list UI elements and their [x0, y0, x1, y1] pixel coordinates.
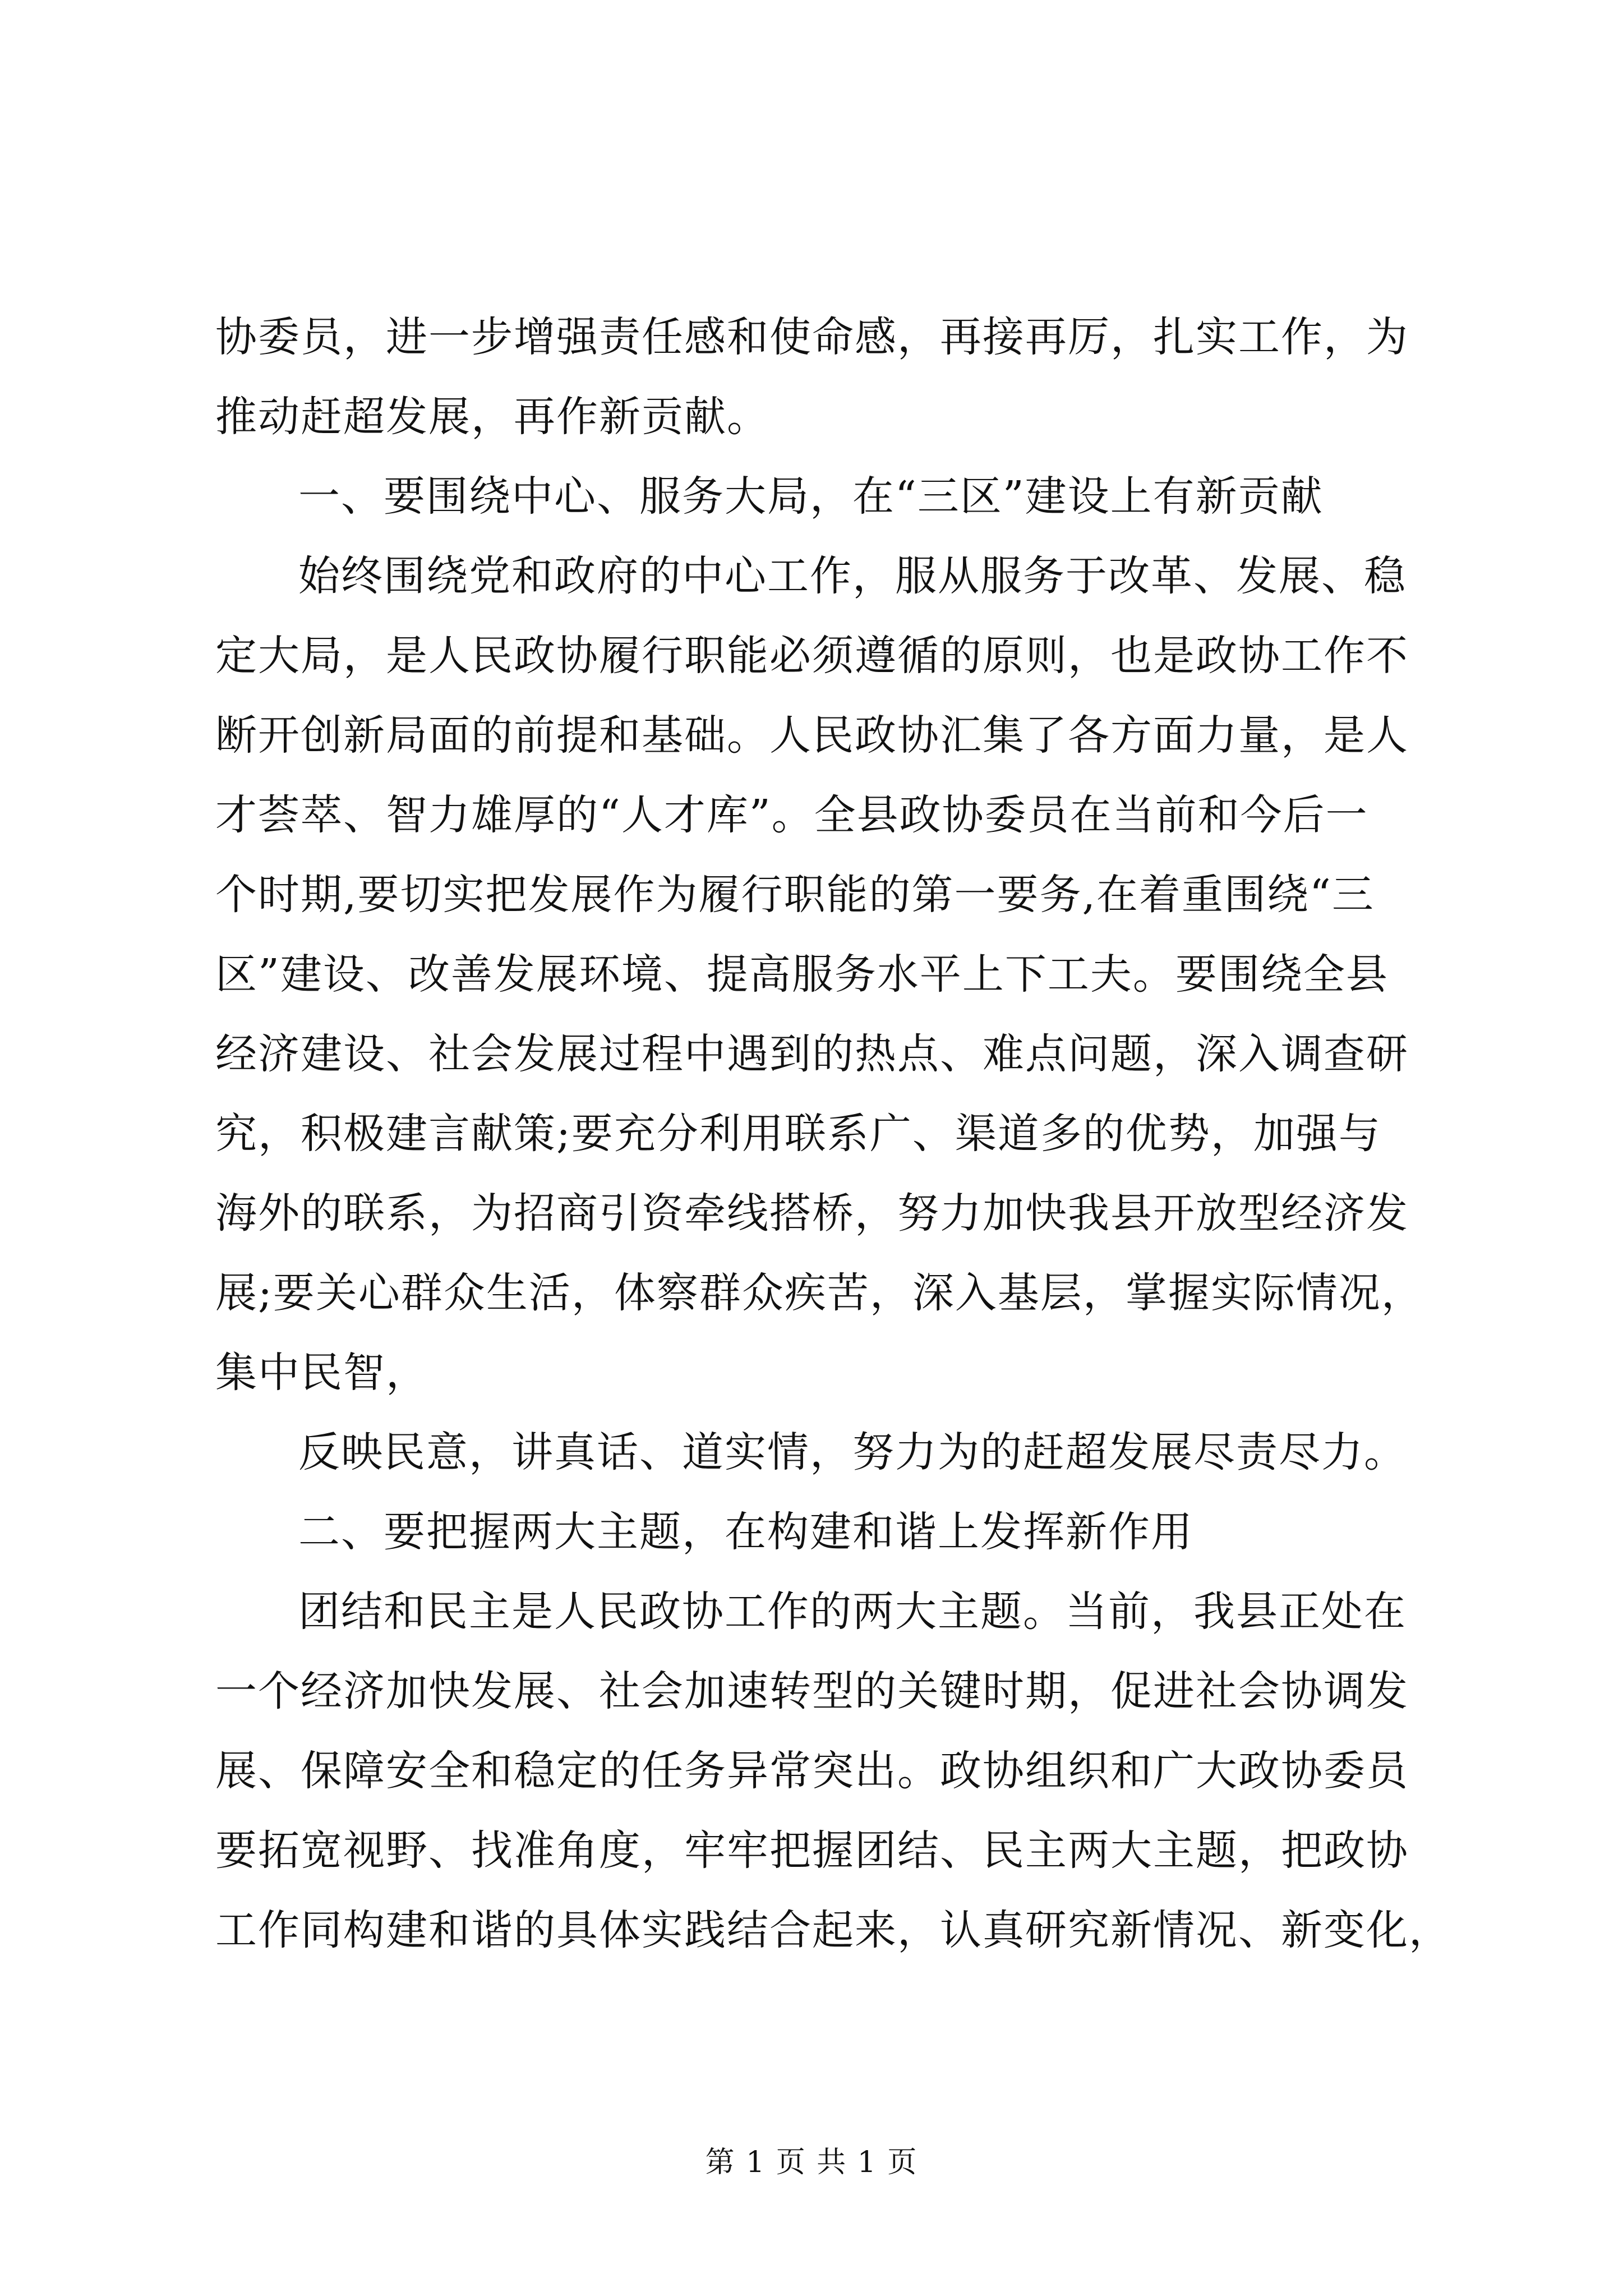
text-line: 定大局，是人民政协履行职能必须遵循的原则，也是政协工作不: [215, 632, 1409, 680]
text-line: 集中民智，: [215, 1349, 428, 1397]
text-line: 一个经济加快发展、社会加速转型的关键时期，促进社会协调发: [215, 1667, 1409, 1715]
text-line: 个时期,要切实把发展作为履行职能的第一要务,在着重围绕“三: [215, 871, 1375, 919]
text-line: 工作同构建和谐的具体实践结合起来，认真研究新情况、新变化，: [215, 1906, 1451, 1954]
text-line: 才荟萃、智力雄厚的“人才库”。全县政协委员在当前和今后一: [215, 791, 1368, 839]
text-line: 协委员，进一步增强责任感和使命感，再接再厉，扎实工作，为: [215, 313, 1409, 361]
section-heading-2: 二、要把握两大主题，在构建和谐上发挥新作用: [298, 1508, 1193, 1556]
text-line: 区”建设、改善发展环境、提高服务水平上下工夫。要围绕全县: [215, 950, 1389, 999]
text-line: 究，积极建言献策;要充分利用联系广、渠道多的优势，加强与: [215, 1110, 1381, 1158]
text-line: 断开创新局面的前提和基础。人民政协汇集了各方面力量，是人: [215, 711, 1409, 760]
text-line: 海外的联系，为招商引资牵线搭桥，努力加快我县开放型经济发: [215, 1189, 1409, 1237]
text-line: 展、保障安全和稳定的任务异常突出。政协组织和广大政协委员: [215, 1747, 1409, 1795]
text-line: 团结和民主是人民政协工作的两大主题。当前，我县正处在: [298, 1588, 1407, 1636]
text-line: 始终围绕党和政府的中心工作，服从服务于改革、发展、稳: [298, 552, 1407, 600]
body-text: [215, 297, 1451, 1970]
section-heading-1: 一、要围绕中心、服务大局，在“三区”建设上有新贡献: [298, 472, 1324, 521]
text-line: 推动赶超发展，再作新贡献。: [215, 393, 769, 441]
text-line: 展;要关心群众生活，体察群众疾苦，深入基层，掌握实际情况，: [215, 1269, 1424, 1317]
text-line: 经济建设、社会发展过程中遇到的热点、难点问题，深入调查研: [215, 1030, 1409, 1078]
text-line: 要拓宽视野、找准角度，牢牢把握团结、民主两大主题，把政协: [215, 1826, 1409, 1875]
text-line: 反映民意，讲真话、道实情，努力为的赶超发展尽责尽力。: [298, 1428, 1407, 1476]
page-footer: 第 1 页 共 1 页: [705, 2146, 918, 2179]
